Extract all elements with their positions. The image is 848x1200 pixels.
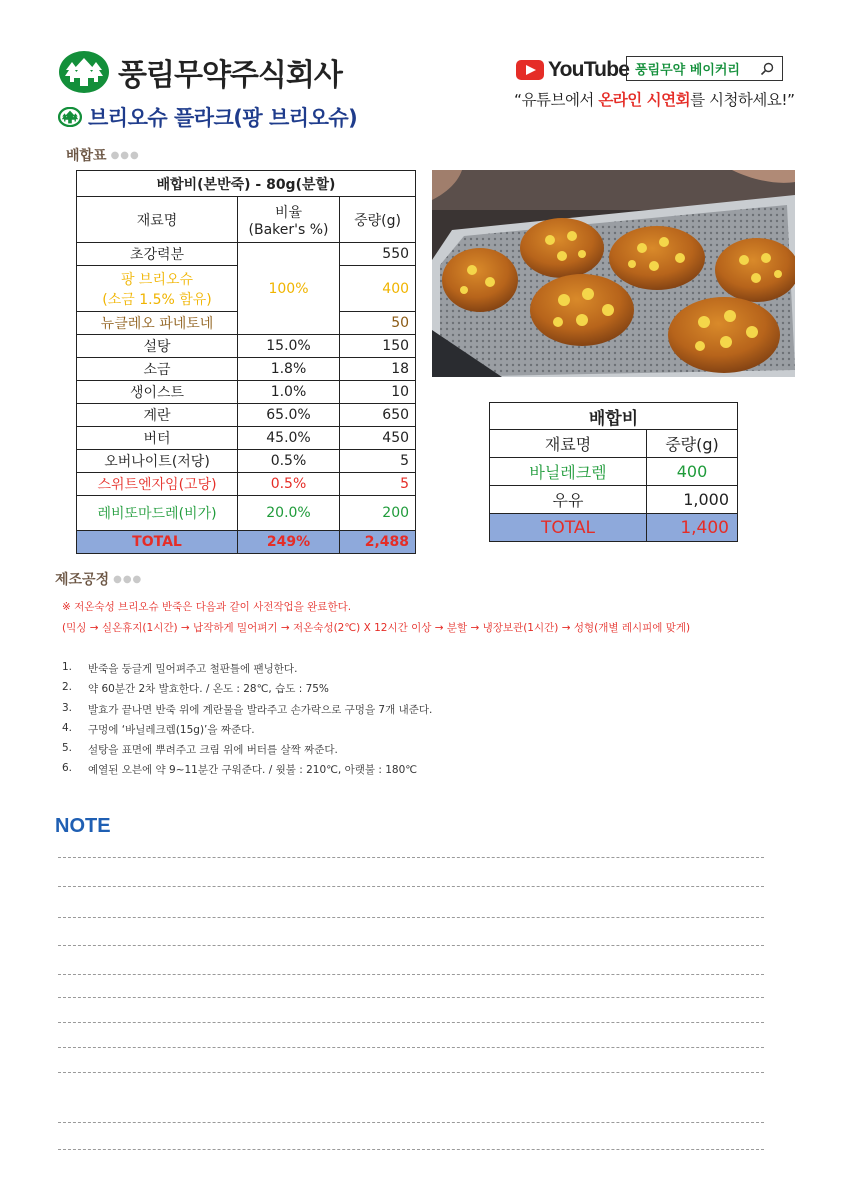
ingredient-weight: 150 — [340, 335, 416, 358]
ingredient-name: 생이스트 — [77, 381, 238, 404]
cream-total-row — [490, 514, 738, 542]
youtube-tagline — [514, 88, 795, 110]
list-item — [62, 742, 432, 762]
pre-note-line2: (믹싱 → 실온휴지(1시간) → 납작하게 밀어펴기 → 저온숙성(2℃) X 12시간 이상 → 분할 → 냉장보관(1시간) → 성형(개별 레시피에 맞게) — [62, 622, 691, 634]
cream-ingredient-name: 바닐레크렘 — [490, 458, 647, 486]
tagline-pre: “유튜브에서 — [514, 91, 599, 109]
list-item — [62, 681, 432, 701]
list-item — [62, 702, 432, 722]
table-row — [77, 243, 416, 266]
cream-total-weight: 1,400 — [647, 514, 738, 542]
ingredient-weight: 550 — [340, 243, 416, 266]
tree-small-icon — [58, 107, 82, 127]
ingredient-weight: 50 — [340, 312, 416, 335]
recipe-label-text: 배합표 — [66, 148, 107, 164]
note-line — [58, 857, 764, 858]
ingredient-weight: 450 — [340, 427, 416, 450]
table-row — [77, 335, 416, 358]
merged-ratio: 100% — [238, 243, 340, 335]
ingredient-name: 스위트엔자임(고당) — [77, 473, 238, 496]
recipe-section-label — [66, 145, 140, 165]
note-line — [58, 974, 764, 975]
step-text: 설탕을 표면에 뿌려주고 크림 위에 버터를 살짝 짜준다. — [88, 744, 338, 757]
ingredient-name-line2: (소금 1.5% 함유) — [102, 291, 212, 308]
step-number: 6. — [62, 762, 73, 775]
step-number: 3. — [62, 701, 73, 714]
note-line — [58, 1072, 764, 1073]
youtube-search-box[interactable] — [626, 56, 783, 81]
ingredient-weight: 18 — [340, 358, 416, 381]
cream-ingredient-name: 우유 — [490, 486, 647, 514]
ingredient-ratio: 1.8% — [238, 358, 340, 381]
tagline-highlight: 온라인 시연회 — [598, 91, 691, 109]
ingredient-ratio: 15.0% — [238, 335, 340, 358]
ingredient-name — [77, 266, 238, 312]
ingredient-name: 계란 — [77, 404, 238, 427]
dough-recipe-table — [76, 170, 416, 554]
ingredient-weight: 400 — [340, 266, 416, 312]
col-header-name: 재료명 — [77, 197, 238, 243]
youtube-logo[interactable] — [516, 58, 629, 82]
col-header-ratio — [238, 197, 340, 243]
note-line — [58, 997, 764, 998]
cream-total-label: TOTAL — [490, 514, 647, 542]
cream-ingredient-weight: 400 — [647, 458, 738, 486]
list-item — [62, 722, 432, 742]
ingredient-ratio: 45.0% — [238, 427, 340, 450]
search-label: 풍림무약 베이커리 — [635, 63, 740, 78]
ingredient-name: 설탕 — [77, 335, 238, 358]
ingredient-ratio: 0.5% — [238, 450, 340, 473]
step-number: 4. — [62, 721, 73, 734]
page-title: 브리오슈 플라크(팡 브리오슈) — [88, 106, 358, 130]
note-line — [58, 1022, 764, 1023]
cream-ingredient-weight: 1,000 — [647, 486, 738, 514]
table-row — [490, 486, 738, 514]
step-number: 5. — [62, 742, 73, 755]
process-section-label — [55, 569, 142, 589]
col-header-weight: 중량(g) — [340, 197, 416, 243]
label-dots: ●●● — [113, 573, 143, 585]
total-ratio: 249% — [238, 531, 340, 554]
ingredient-name: 오버나이트(저당) — [77, 450, 238, 473]
table-row — [77, 381, 416, 404]
table-row — [77, 427, 416, 450]
cream-recipe-table — [489, 402, 738, 542]
youtube-label: YouTube — [548, 58, 630, 81]
note-line — [58, 1122, 764, 1123]
ingredient-weight: 5 — [340, 450, 416, 473]
table-row — [77, 496, 416, 531]
table-row — [77, 450, 416, 473]
ingredient-weight: 650 — [340, 404, 416, 427]
step-number: 2. — [62, 681, 73, 694]
table-row — [77, 473, 416, 496]
note-line — [58, 917, 764, 918]
table-row — [77, 404, 416, 427]
note-line — [58, 945, 764, 946]
col-ratio-line2: (Baker's %) — [248, 221, 329, 238]
total-row — [77, 531, 416, 554]
ingredient-name: 뉴클레오 파네토네 — [77, 312, 238, 335]
ingredient-name: 레비또마드레(비가) — [77, 496, 238, 531]
ingredient-weight: 10 — [340, 381, 416, 404]
pre-note-line1: ※ 저온숙성 브리오슈 반죽은 다음과 같이 사전작업을 완료한다. — [62, 601, 352, 613]
note-line — [58, 1047, 764, 1048]
note-line — [58, 886, 764, 887]
ingredient-name: 소금 — [77, 358, 238, 381]
table-row — [77, 358, 416, 381]
ingredient-name: 초강력분 — [77, 243, 238, 266]
note-line — [58, 1149, 764, 1150]
cream-col-weight: 중량(g) — [647, 430, 738, 458]
tree-logo-icon — [58, 50, 110, 94]
step-text: 구멍에 ‘바닐레크렘(15g)’을 짜준다. — [88, 723, 255, 736]
list-item — [62, 762, 432, 782]
ingredient-name: 버터 — [77, 427, 238, 450]
youtube-play-icon — [516, 60, 544, 80]
dough-table-title: 배합비(본반죽) - 80g(분할) — [77, 171, 416, 197]
company-name: 풍림무약주식회사 — [118, 58, 342, 93]
ingredient-name-line1: 팡 브리오슈 — [120, 271, 194, 288]
total-weight: 2,488 — [340, 531, 416, 554]
col-ratio-line1: 비율 — [274, 204, 303, 221]
step-text: 발효가 끝나면 반죽 위에 계란물을 발라주고 손가락으로 구멍을 7개 내준다. — [88, 703, 433, 716]
step-text: 약 60분간 2차 발효한다. / 온도 : 28℃, 습도 : 75% — [88, 683, 329, 696]
cream-table-title: 배합비 — [490, 403, 738, 430]
ingredient-ratio: 1.0% — [238, 381, 340, 404]
product-photo — [432, 170, 795, 377]
step-text: 예열된 오븐에 약 9~11분간 구워준다. / 윗불 : 210℃, 아랫불 : 180℃ — [88, 764, 418, 777]
ingredient-ratio: 65.0% — [238, 404, 340, 427]
total-label: TOTAL — [77, 531, 238, 554]
ingredient-weight: 200 — [340, 496, 416, 531]
ingredient-ratio: 20.0% — [238, 496, 340, 531]
cream-col-name: 재료명 — [490, 430, 647, 458]
tagline-post: 를 시청하세요!” — [690, 91, 795, 109]
step-number: 1. — [62, 661, 73, 673]
process-steps — [62, 661, 432, 783]
label-dots: ●●● — [110, 149, 140, 161]
step-text: 반죽을 둥글게 밀어펴주고 철판틀에 팬닝한다. — [88, 663, 298, 675]
note-title: NOTE — [55, 815, 111, 837]
company-logo — [58, 50, 342, 94]
process-label-text: 제조공정 — [55, 572, 110, 588]
table-row — [490, 458, 738, 486]
ingredient-ratio: 0.5% — [238, 473, 340, 496]
list-item — [62, 661, 432, 681]
ingredient-weight: 5 — [340, 473, 416, 496]
search-icon — [760, 62, 774, 76]
page-title-wrap — [58, 102, 357, 132]
